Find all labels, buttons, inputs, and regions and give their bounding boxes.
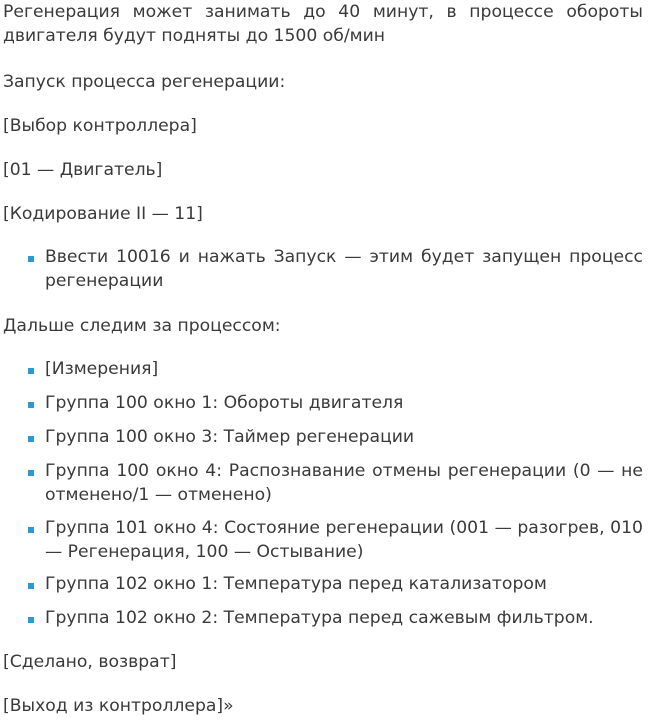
list-item-text: Ввести 10016 и нажать Запуск — этим будет запущен процесс регенерации bbox=[45, 247, 643, 291]
list-item-text: Группа 100 окно 4: Распознавание отмены регенерации (0 — не отменено/1 — отменено) bbox=[45, 461, 643, 505]
bullet-square-icon bbox=[28, 617, 34, 623]
start-heading: Запуск процесса регенерации: bbox=[3, 72, 286, 92]
list-item bbox=[28, 572, 643, 596]
list-item bbox=[28, 391, 643, 415]
list-item bbox=[28, 606, 643, 630]
list-item-text: Группа 102 окно 1: Температура перед катализатором bbox=[45, 574, 547, 594]
list-item-text: [Измерения] bbox=[45, 359, 159, 379]
list-item bbox=[28, 516, 643, 564]
bullet-square-icon bbox=[28, 368, 34, 374]
bullet-square-icon bbox=[28, 470, 34, 476]
intro-paragraph: Регенерация может занимать до 40 минут, в процессе обороты двигателя будут подняты до 1500 об/мин bbox=[3, 2, 643, 46]
bullet-square-icon bbox=[28, 527, 34, 533]
monitor-heading: Дальше следим за процессом: bbox=[3, 316, 281, 336]
bullet-square-icon bbox=[28, 402, 34, 408]
list-item-text: Группа 100 окно 1: Обороты двигателя bbox=[45, 393, 404, 413]
list-item bbox=[28, 425, 643, 449]
bullet-square-icon bbox=[28, 256, 34, 262]
list-item bbox=[28, 245, 643, 293]
list-item-text: Группа 101 окно 4: Состояние регенерации (001 — разогрев, 010 — Регенерация, 100 — Остывание) bbox=[45, 518, 643, 562]
bullet-square-icon bbox=[28, 583, 34, 589]
bullet-square-icon bbox=[28, 436, 34, 442]
step-exit: [Выход из контроллера]» bbox=[3, 696, 234, 716]
list-item bbox=[28, 459, 643, 507]
step-done: [Сделано, возврат] bbox=[3, 652, 177, 672]
list-item bbox=[28, 357, 643, 381]
list-item-text: Группа 100 окно 3: Таймер регенерации bbox=[45, 427, 415, 447]
step-coding: [Кодирование II — 11] bbox=[3, 204, 203, 224]
step-engine: [01 — Двигатель] bbox=[3, 160, 163, 180]
list-item-text: Группа 102 окно 2: Температура перед сажевым фильтром. bbox=[45, 608, 594, 628]
step-select-controller: [Выбор контроллера] bbox=[3, 116, 197, 136]
